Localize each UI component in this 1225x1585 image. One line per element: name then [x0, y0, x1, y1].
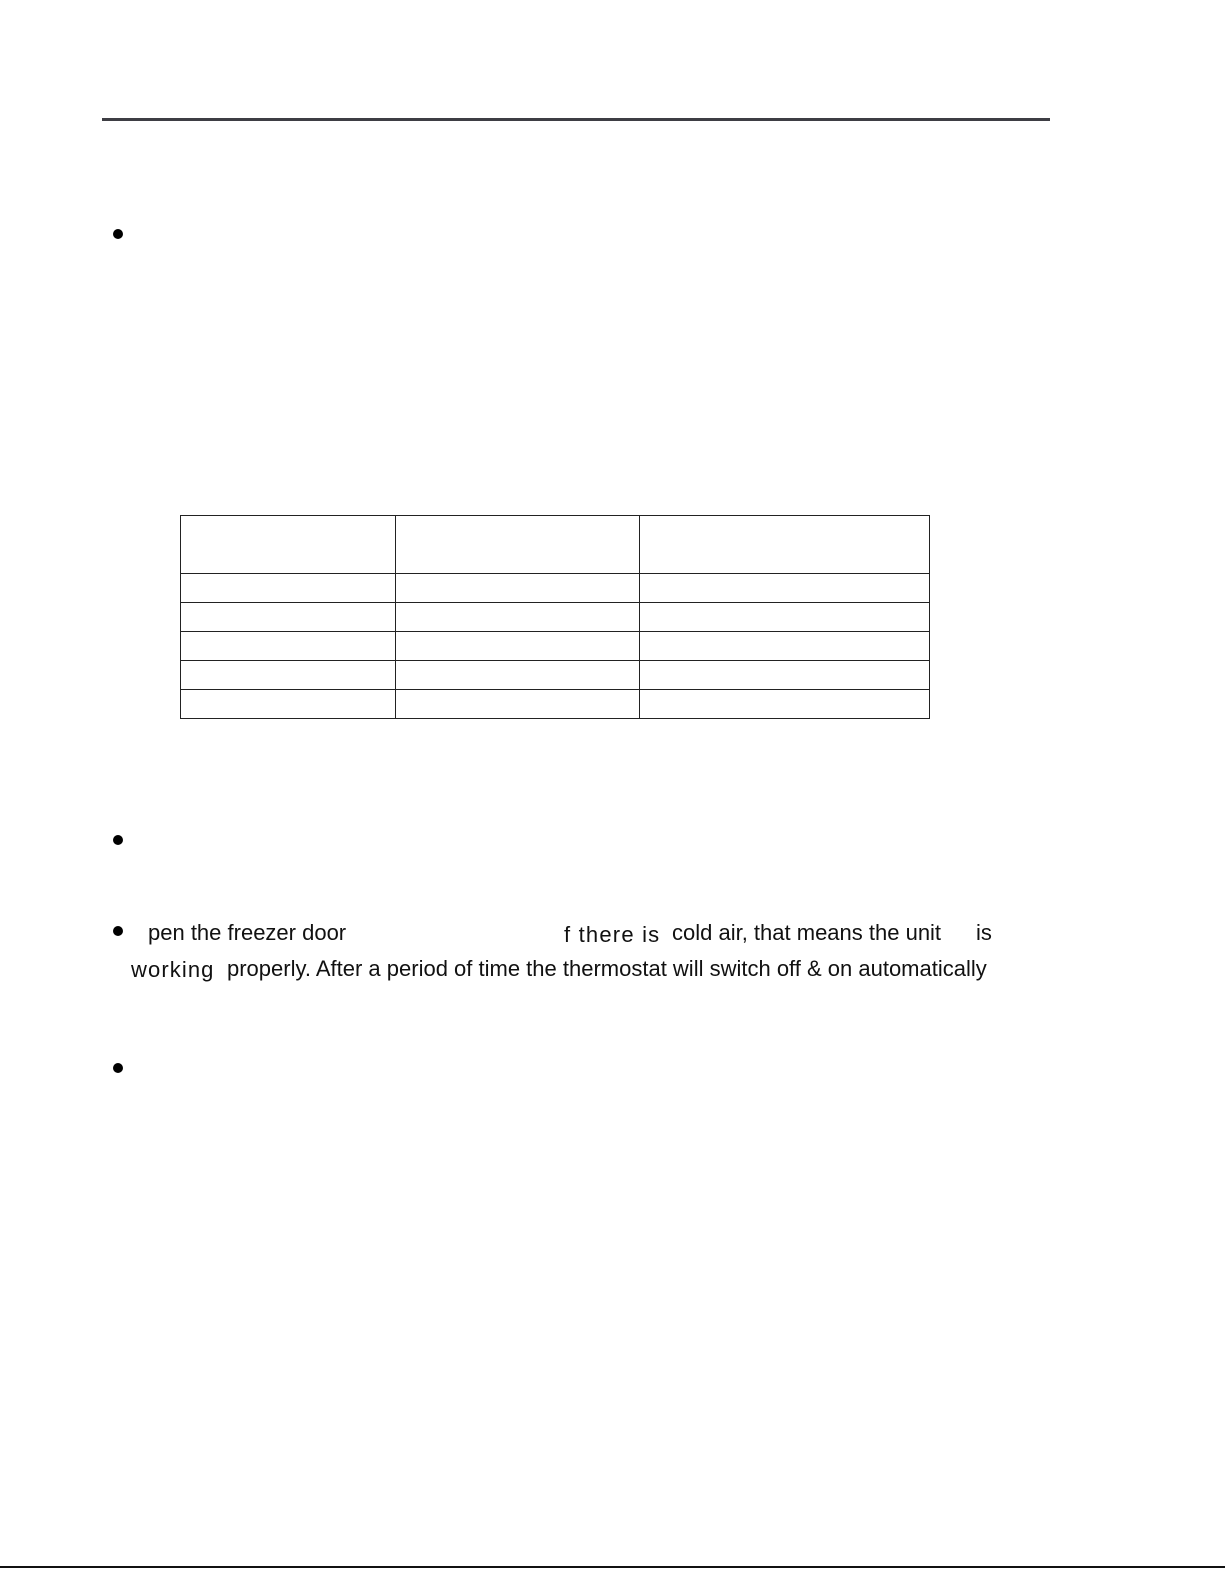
table-row	[181, 603, 930, 632]
table-cell	[640, 632, 930, 661]
table-cell	[640, 574, 930, 603]
paragraph-fragment: properly. After a period of time the thermostat will switch off & on automatically	[227, 956, 987, 981]
table-cell	[181, 661, 396, 690]
temperature-table	[180, 515, 930, 719]
table-cell	[181, 632, 396, 661]
table-cell	[396, 632, 640, 661]
table-cell	[640, 690, 930, 719]
bullet-icon	[113, 926, 123, 936]
paragraph-fragment: f there is	[564, 922, 661, 947]
table-cell	[181, 574, 396, 603]
table-cell	[396, 603, 640, 632]
table-row	[181, 632, 930, 661]
paragraph-fragment: cold air, that means the unit	[672, 920, 942, 945]
table-cell	[640, 603, 930, 632]
footer-rule	[0, 1566, 1225, 1568]
table-cell	[640, 661, 930, 690]
table-cell	[181, 690, 396, 719]
table-cell	[396, 661, 640, 690]
bullet-icon	[113, 1063, 123, 1073]
paragraph-fragment: is	[976, 920, 992, 945]
paragraph-fragment: working	[131, 957, 215, 982]
table-header-row	[181, 516, 930, 574]
table-cell	[181, 516, 396, 574]
bullet-icon	[113, 835, 123, 845]
table-cell	[396, 690, 640, 719]
bullet-icon	[113, 229, 123, 239]
table-row	[181, 690, 930, 719]
table-row	[181, 661, 930, 690]
table-row	[181, 574, 930, 603]
header-rule	[102, 118, 1050, 121]
paragraph-fragment: pen the freezer door	[148, 920, 347, 945]
table-cell	[396, 516, 640, 574]
table-cell	[181, 603, 396, 632]
table-cell	[396, 574, 640, 603]
table-cell	[640, 516, 930, 574]
